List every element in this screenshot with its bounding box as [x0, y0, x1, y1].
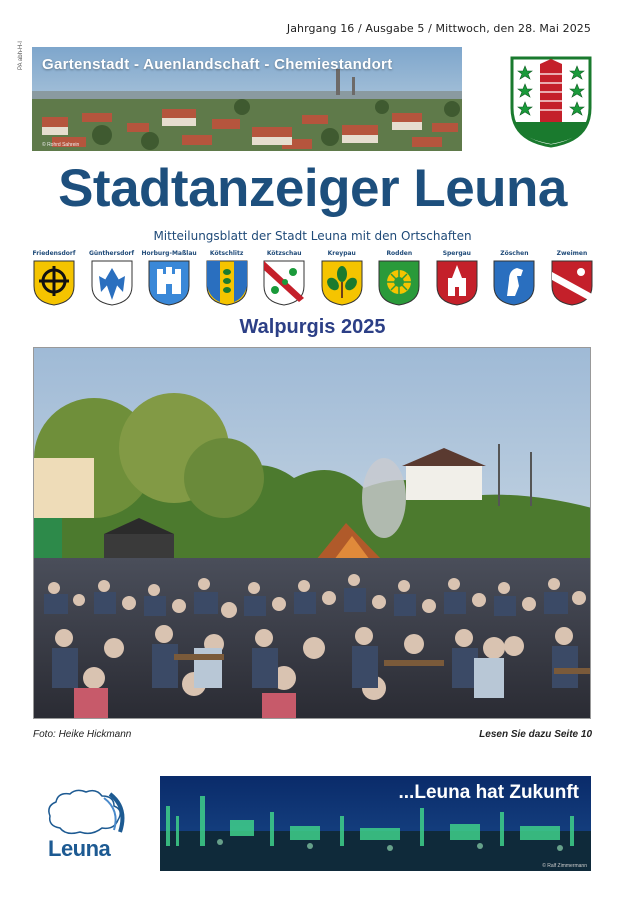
district-crests — [29, 250, 597, 312]
walpurgis-photo — [33, 347, 591, 719]
issue-line: Jahrgang 16 / Ausgabe 5 / Mittwoch, den 28. Mai 2025 — [286, 22, 591, 35]
rodden-crest-icon — [378, 260, 420, 306]
crest-spergau — [432, 250, 482, 312]
promo-text: ...Leuna hat Zukunft — [398, 782, 579, 803]
photo-credit: Foto: Heike Hickmann — [33, 729, 132, 740]
crest-guenthersdorf — [87, 250, 137, 312]
crest-zoeschen — [489, 250, 539, 312]
masthead-title: Stadtanzeiger Leuna — [58, 159, 567, 218]
friedensdorf-crest-icon — [33, 260, 75, 306]
crest-horburg-masslau — [141, 250, 197, 312]
logo-text: Leuna — [48, 836, 111, 861]
koetschlitz-crest-icon — [206, 260, 248, 306]
guenthersdorf-crest-icon — [91, 260, 133, 306]
crest-label: Friedensdorf — [32, 250, 76, 257]
side-note: PA abh-H-I — [18, 41, 24, 70]
crest-label: Kreypau — [327, 250, 356, 257]
crest-label: Zöschen — [500, 250, 529, 257]
crest-koetzschau — [259, 250, 309, 312]
crest-label: Günthersdorf — [88, 250, 135, 257]
crest-friedensdorf — [29, 250, 79, 312]
zweimen-crest-icon — [551, 260, 593, 306]
coat-of-arms-icon — [510, 56, 592, 148]
crest-label: Spergau — [442, 250, 471, 257]
kreypau-crest-icon — [321, 260, 363, 306]
banner-title: Gartenstadt - Auenlandschaft - Chemiestandort — [42, 56, 393, 73]
horburg-masslau-crest-icon — [148, 260, 190, 306]
promo-banner — [160, 776, 591, 871]
crest-label: Zweimen — [556, 250, 588, 257]
crest-rodden — [374, 250, 424, 312]
read-more-link[interactable]: Lesen Sie dazu Seite 10 — [479, 729, 592, 740]
spergau-crest-icon — [436, 260, 478, 306]
masthead-subtitle: Mitteilungsblatt der Stadt Leuna mit den Ortschaften — [153, 229, 472, 243]
promo-credit: © Ralf Zimmermann — [542, 863, 587, 869]
zoeschen-crest-icon — [493, 260, 535, 306]
crest-kreypau — [317, 250, 367, 312]
top-banner — [32, 47, 462, 151]
festival-crowd-image — [34, 348, 591, 719]
crest-label: Kötzschau — [266, 250, 302, 257]
koetzschau-crest-icon — [263, 260, 305, 306]
crest-koetschlitz — [202, 250, 252, 312]
crest-label: Kötschlitz — [209, 250, 244, 257]
leuna-logo — [40, 786, 132, 866]
banner-photo-credit: © Rohrd Sahrein — [42, 142, 80, 148]
crest-zweimen — [547, 250, 597, 312]
feature-headline: Walpurgis 2025 — [239, 316, 386, 338]
crest-label: Horburg-Maßlau — [141, 250, 197, 257]
leuna-coat-of-arms — [510, 56, 592, 148]
leuna-map-icon — [40, 786, 132, 840]
crest-label: Rodden — [386, 250, 413, 257]
